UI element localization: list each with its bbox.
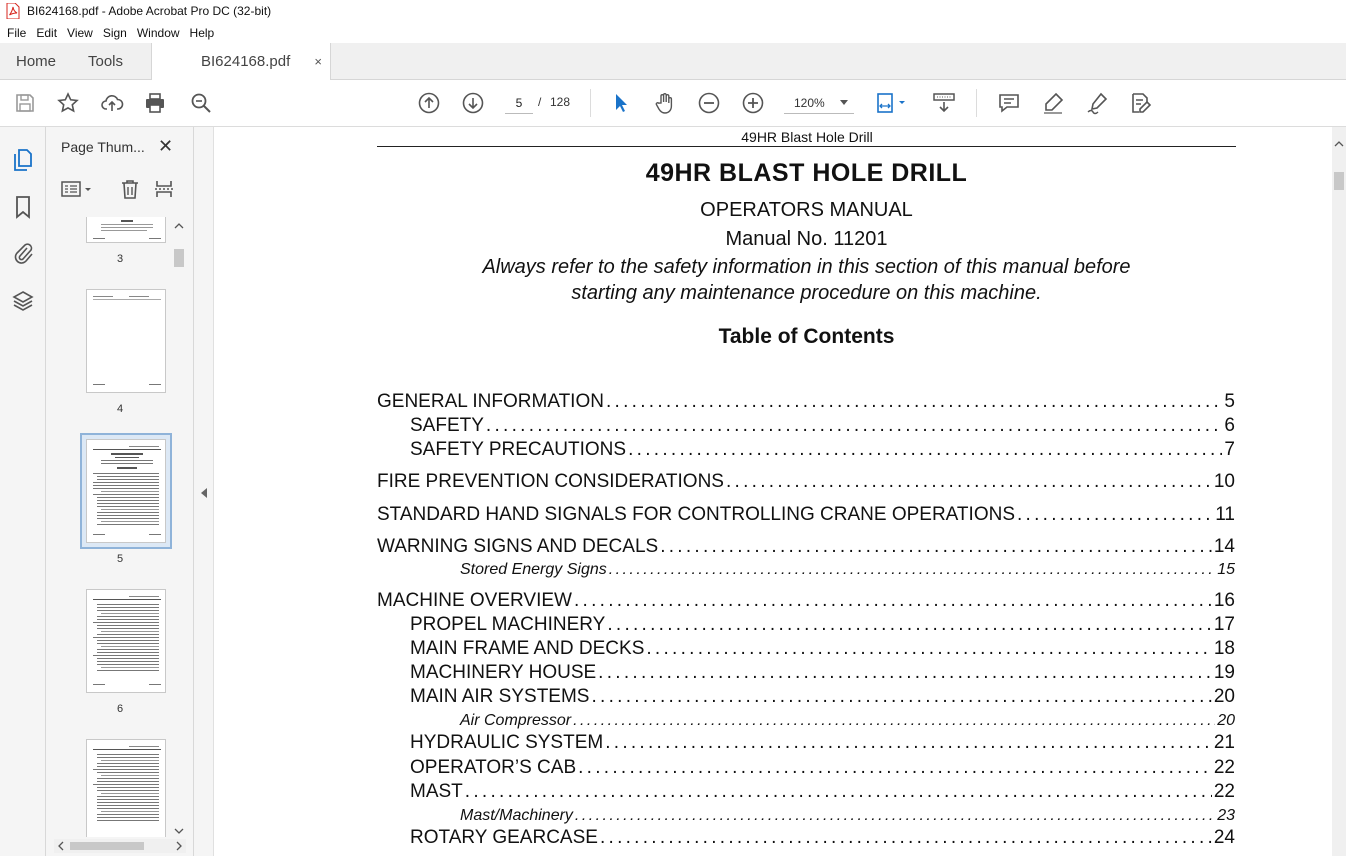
- menu-edit[interactable]: Edit: [36, 25, 58, 40]
- toc-entry-page: 20: [1213, 686, 1235, 707]
- toc-entry[interactable]: [410, 757, 1235, 779]
- toc-entry-label: STANDARD HAND SIGNALS FOR CONTROLLING CRANE OPERATIONS: [377, 504, 1015, 525]
- document-view: [214, 127, 1332, 856]
- menu-file[interactable]: File: [7, 25, 27, 40]
- toc-entry-label: SAFETY PRECAUTIONS: [410, 439, 627, 460]
- upload-cloud-icon[interactable]: [99, 90, 125, 116]
- toc-entry-page: 11: [1215, 504, 1235, 525]
- toc-leader-dots: [1017, 504, 1213, 526]
- toc-entry-page: 10: [1213, 471, 1235, 492]
- panel-collapse-strip[interactable]: [194, 127, 214, 856]
- toc-entry[interactable]: [410, 732, 1235, 754]
- close-tab-icon[interactable]: ×: [314, 54, 322, 69]
- layers-icon[interactable]: [10, 288, 36, 314]
- split-page-icon[interactable]: [152, 177, 176, 201]
- toc-entry-label: MACHINERY HOUSE: [410, 662, 597, 683]
- tab-tools[interactable]: Tools: [88, 53, 124, 70]
- toc-entry-page: 23: [1217, 807, 1235, 824]
- tab-document[interactable]: [151, 43, 331, 80]
- toc-entry-page: 22: [1213, 757, 1235, 778]
- toc-leader-dots: [591, 686, 1211, 708]
- acrobat-pdf-icon: [6, 3, 20, 19]
- thumbnail-horizontal-scrollbar[interactable]: [54, 839, 186, 853]
- toc-entry[interactable]: [460, 712, 1235, 730]
- page-thumbnails-icon[interactable]: [10, 147, 36, 173]
- toc-leader-dots: [598, 662, 1212, 684]
- manual-number: Manual No. 11201: [725, 228, 888, 250]
- toc-entry[interactable]: [377, 504, 1235, 526]
- toc-leader-dots: [573, 712, 1215, 730]
- toc-entry[interactable]: [377, 471, 1235, 493]
- zoom-level-dropdown[interactable]: [784, 92, 854, 114]
- toc-entry-label: PROPEL MACHINERY: [410, 614, 606, 635]
- toc-entry[interactable]: [410, 415, 1235, 437]
- collapse-left-icon[interactable]: [201, 488, 207, 498]
- thumbnail-page-number: 4: [116, 403, 124, 415]
- page-separator: /: [538, 95, 542, 109]
- scroll-mode-icon[interactable]: [931, 90, 957, 116]
- zoom-out-icon[interactable]: [696, 90, 722, 116]
- menu-help[interactable]: Help: [189, 25, 215, 40]
- page-thumbnails-panel: [46, 127, 194, 856]
- page-total: 128: [550, 95, 571, 109]
- toc-entry-page: 19: [1213, 662, 1235, 683]
- next-page-icon[interactable]: [460, 90, 486, 116]
- page-thumbnail[interactable]: [86, 589, 166, 693]
- toc-entry-label: SAFETY: [410, 415, 484, 436]
- highlight-pen-icon[interactable]: [1040, 90, 1066, 116]
- toc-entry-label: MAIN FRAME AND DECKS: [410, 638, 645, 659]
- toc-entry-label: FIRE PREVENTION CONSIDERATIONS: [377, 471, 724, 492]
- previous-page-icon[interactable]: [416, 90, 442, 116]
- toc-leader-dots: [646, 638, 1211, 660]
- toc-leader-dots: [575, 807, 1215, 825]
- toc-leader-dots: [607, 614, 1212, 636]
- safety-notice-line-1: Always refer to the safety information in this section of this manual before: [482, 256, 1131, 278]
- bookmark-star-icon[interactable]: [55, 90, 81, 116]
- page-number-input[interactable]: [505, 92, 533, 114]
- toc-entry-page: 15: [1217, 561, 1235, 578]
- attachments-paperclip-icon[interactable]: [10, 240, 36, 266]
- toolbar: [0, 80, 1346, 127]
- toc-entry-label: HYDRAULIC SYSTEM: [410, 732, 604, 753]
- page-thumbnail-current[interactable]: [86, 439, 166, 543]
- toc-entry-page: 24: [1213, 827, 1235, 848]
- toc-entry-page: 22: [1213, 781, 1235, 802]
- thumbnail-page-number: 6: [116, 703, 124, 715]
- toc-leader-dots: [465, 781, 1212, 803]
- toc-leader-dots: [660, 536, 1212, 558]
- toc-entry-page: 17: [1213, 614, 1235, 635]
- toc-entry-page: 14: [1213, 536, 1235, 557]
- toc-entry[interactable]: [410, 439, 1235, 461]
- navigation-rail: [0, 127, 46, 856]
- menu-window[interactable]: Window: [136, 25, 180, 40]
- toc-leader-dots: [628, 439, 1222, 461]
- bookmarks-icon[interactable]: [10, 194, 36, 220]
- menu-sign[interactable]: Sign: [102, 25, 127, 40]
- tab-bar: [0, 43, 1346, 80]
- toc-entry[interactable]: [410, 827, 1235, 849]
- toc-entry[interactable]: [410, 638, 1235, 660]
- fill-sign-icon[interactable]: [1127, 90, 1153, 116]
- running-header: 49HR Blast Hole Drill: [741, 129, 873, 145]
- toc-entry-label: ROTARY GEARCASE: [410, 827, 598, 848]
- toc-leader-dots: [605, 732, 1212, 754]
- toc-entry[interactable]: [410, 614, 1235, 636]
- thumbnail-page-number: 3: [116, 253, 124, 265]
- toc-leader-dots: [606, 391, 1222, 413]
- toc-entry[interactable]: [377, 391, 1235, 413]
- page-thumbnail[interactable]: [86, 289, 166, 393]
- delete-page-icon[interactable]: [118, 177, 142, 201]
- zoom-search-icon[interactable]: [188, 90, 214, 116]
- toc-entry-page: 6: [1224, 415, 1235, 436]
- zoom-in-icon[interactable]: [740, 90, 766, 116]
- toolbar-divider: [976, 89, 977, 117]
- toc-leader-dots: [726, 471, 1212, 493]
- hand-tool-icon[interactable]: [652, 90, 678, 116]
- toc-leader-dots: [574, 590, 1212, 612]
- select-cursor-icon[interactable]: [608, 90, 634, 116]
- toc-leader-dots: [609, 561, 1215, 579]
- fit-page-icon[interactable]: [875, 90, 911, 116]
- page-thumbnail[interactable]: [86, 739, 166, 837]
- toc-entry[interactable]: [460, 561, 1235, 579]
- toc-entry-label: Air Compressor: [460, 712, 572, 729]
- document-subtitle: OPERATORS MANUAL: [700, 199, 913, 221]
- tab-document-label: BI624168.pdf: [201, 53, 291, 70]
- panel-title: Page Thum...: [61, 139, 145, 155]
- title-bar: [0, 0, 1346, 22]
- toc-entry[interactable]: [410, 781, 1235, 803]
- toc-entry-page: 21: [1213, 732, 1235, 753]
- toc-entry-page: 5: [1224, 391, 1235, 412]
- save-icon[interactable]: [12, 90, 38, 116]
- toc-entry-page: 16: [1213, 590, 1235, 611]
- toc-heading: Table of Contents: [718, 325, 895, 348]
- toc-entry[interactable]: [377, 536, 1235, 558]
- toc-entry[interactable]: [410, 686, 1235, 708]
- zoom-level-value: 120%: [794, 95, 825, 110]
- toc-entry-label: Mast/Machinery: [460, 807, 573, 824]
- toc-leader-dots: [486, 415, 1223, 437]
- window-title: BI624168.pdf - Adobe Acrobat Pro DC (32-bit): [27, 4, 272, 18]
- toc-entry-page: 18: [1213, 638, 1235, 659]
- toc-leader-dots: [578, 757, 1212, 779]
- sign-pen-icon[interactable]: [1084, 90, 1110, 116]
- toc-entry-label: MAIN AIR SYSTEMS: [410, 686, 590, 707]
- toc-entry[interactable]: [460, 807, 1235, 825]
- menu-view[interactable]: View: [67, 25, 93, 40]
- thumbnail-vertical-scrollbar[interactable]: [172, 219, 186, 839]
- thumbnail-page-number: 5: [116, 553, 124, 565]
- print-icon[interactable]: [142, 90, 168, 116]
- comment-icon[interactable]: [996, 90, 1022, 116]
- toc-entry-label: GENERAL INFORMATION: [377, 391, 604, 412]
- toc-entry-label: MAST: [410, 781, 463, 802]
- page-thumbnail[interactable]: [86, 217, 166, 243]
- safety-notice-line-2: starting any maintenance procedure on this machine.: [571, 282, 1042, 304]
- thumbnail-options-icon[interactable]: [60, 177, 96, 201]
- tab-home[interactable]: Home: [16, 53, 57, 70]
- header-rule: [377, 146, 1236, 147]
- panel-toolbar: [46, 175, 194, 205]
- toc-entry-label: OPERATOR’S CAB: [410, 757, 577, 778]
- chevron-down-icon: [840, 100, 848, 105]
- toc-entry-label: WARNING SIGNS AND DECALS: [377, 536, 659, 557]
- document-vertical-scrollbar[interactable]: [1332, 127, 1346, 856]
- toc-entry[interactable]: [377, 590, 1235, 612]
- toc-entry[interactable]: [410, 662, 1235, 684]
- toc-entry-label: MACHINE OVERVIEW: [377, 590, 572, 611]
- close-panel-icon[interactable]: ✕: [158, 136, 174, 156]
- toolbar-divider: [590, 89, 591, 117]
- toc-entry-label: Stored Energy Signs: [460, 561, 607, 578]
- toc-entry-page: 20: [1217, 712, 1235, 729]
- document-title: 49HR BLAST HOLE DRILL: [645, 159, 968, 187]
- toc-entry-page: 7: [1224, 439, 1235, 460]
- toc-leader-dots: [600, 827, 1212, 849]
- menu-bar: [0, 22, 1346, 43]
